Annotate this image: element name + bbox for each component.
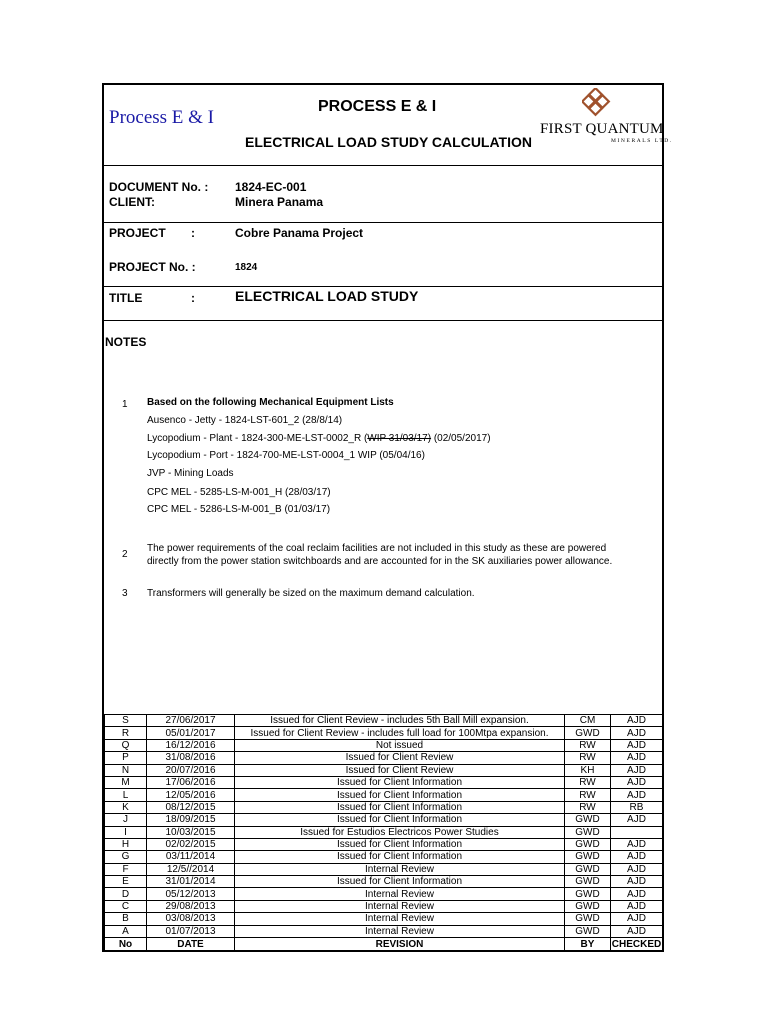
rev-checked-cell: AJD — [611, 739, 663, 751]
rev-description-cell: Internal Review — [235, 863, 565, 875]
rev-by-cell: RW — [565, 789, 611, 801]
rev-checked-cell — [611, 826, 663, 838]
rev-checked-cell: AJD — [611, 838, 663, 850]
client-value: Minera Panama — [235, 195, 324, 209]
note-1-line-5: CPC MEL - 5285-LS-M-001_H (28/03/17) — [147, 487, 331, 498]
rev-date-cell: 16/12/2016 — [147, 739, 235, 751]
first-quantum-logo-icon — [582, 88, 614, 120]
table-row — [105, 727, 663, 739]
note-3-line-1: Transformers will generally be sized on the maximum demand calculation. — [147, 588, 475, 599]
table-row — [105, 888, 663, 900]
rev-date-cell: 31/08/2016 — [147, 752, 235, 764]
table-row — [105, 715, 663, 727]
page-subtitle: ELECTRICAL LOAD STUDY CALCULATION — [245, 134, 532, 150]
rev-checked-cell: AJD — [611, 900, 663, 912]
rev-no-cell: M — [105, 776, 147, 788]
note-1-line-6: CPC MEL - 5286-LS-M-001_B (01/03/17) — [147, 504, 331, 515]
rev-by-cell: GWD — [565, 727, 611, 739]
rev-date-cell: 03/11/2014 — [147, 851, 235, 863]
rev-description-cell: Issued for Client Review — [235, 764, 565, 776]
rev-no-cell: D — [105, 888, 147, 900]
rev-description-cell: Issued for Client Review - includes full load for 100Mtpa expansion. — [235, 727, 565, 739]
column-header: REVISION — [235, 938, 565, 951]
rev-no-cell: P — [105, 752, 147, 764]
table-header-row — [105, 938, 663, 951]
table-row — [105, 900, 663, 912]
note-1-line-4: JVP - Mining Loads — [147, 468, 234, 479]
rev-no-cell: A — [105, 925, 147, 937]
rev-by-cell: RW — [565, 776, 611, 788]
title-label: TITLE — [109, 291, 143, 305]
column-header: No — [105, 938, 147, 951]
rev-checked-cell: AJD — [611, 925, 663, 937]
table-row — [105, 863, 663, 875]
rev-description-cell: Internal Review — [235, 925, 565, 937]
document-sheet — [102, 83, 673, 952]
rev-checked-cell: AJD — [611, 851, 663, 863]
rev-by-cell: GWD — [565, 814, 611, 826]
table-row — [105, 789, 663, 801]
rev-description-cell: Issued for Client Review — [235, 752, 565, 764]
rev-no-cell: L — [105, 789, 147, 801]
rev-no-cell: H — [105, 838, 147, 850]
page-title: PROCESS E & I — [318, 98, 437, 115]
rev-date-cell: 05/01/2017 — [147, 727, 235, 739]
rev-by-cell: RW — [565, 752, 611, 764]
rev-by-cell: KH — [565, 764, 611, 776]
table-row — [105, 838, 663, 850]
rev-description-cell: Issued for Client Information — [235, 801, 565, 813]
rev-description-cell: Internal Review — [235, 913, 565, 925]
rev-checked-cell: AJD — [611, 727, 663, 739]
rev-date-cell: 20/07/2016 — [147, 764, 235, 776]
divider — [104, 222, 662, 223]
rev-description-cell: Internal Review — [235, 888, 565, 900]
note-3-number: 3 — [122, 588, 128, 599]
rev-no-cell: R — [105, 727, 147, 739]
rev-by-cell: GWD — [565, 925, 611, 937]
rev-checked-cell: AJD — [611, 814, 663, 826]
note-1-line-1: Ausenco - Jetty - 1824-LST-601_2 (28/8/14) — [147, 415, 343, 426]
rev-checked-cell: AJD — [611, 913, 663, 925]
table-row — [105, 776, 663, 788]
rev-by-cell: GWD — [565, 851, 611, 863]
column-header: DATE — [147, 938, 235, 951]
rev-no-cell: J — [105, 814, 147, 826]
rev-date-cell: 27/06/2017 — [147, 715, 235, 727]
column-header: BY — [565, 938, 611, 951]
rev-by-cell: GWD — [565, 838, 611, 850]
table-row — [105, 814, 663, 826]
rev-description-cell: Issued for Client Information — [235, 814, 565, 826]
table-row — [105, 752, 663, 764]
rev-description-cell: Not issued — [235, 739, 565, 751]
table-row — [105, 739, 663, 751]
rev-date-cell: 08/12/2015 — [147, 801, 235, 813]
rev-by-cell: GWD — [565, 876, 611, 888]
rev-by-cell: GWD — [565, 826, 611, 838]
rev-date-cell: 10/03/2015 — [147, 826, 235, 838]
rev-checked-cell: AJD — [611, 752, 663, 764]
process-brand-left: Process E & I — [109, 107, 215, 128]
rev-no-cell: G — [105, 851, 147, 863]
note-1-title: Based on the following Mechanical Equipment Lists — [147, 397, 394, 408]
rev-description-cell: Internal Review — [235, 900, 565, 912]
project-no-label: PROJECT No. : — [109, 260, 196, 274]
project-colon: : — [191, 226, 195, 240]
table-row — [105, 913, 663, 925]
rev-no-cell: C — [105, 900, 147, 912]
document-no-label: DOCUMENT No. : — [109, 180, 209, 194]
rev-by-cell: GWD — [565, 863, 611, 875]
rev-no-cell: I — [105, 826, 147, 838]
rev-date-cell: 31/01/2014 — [147, 876, 235, 888]
rev-no-cell: N — [105, 764, 147, 776]
rev-description-cell: Issued for Client Information — [235, 851, 565, 863]
rev-checked-cell: AJD — [611, 863, 663, 875]
rev-checked-cell: RB — [611, 801, 663, 813]
rev-no-cell: K — [105, 801, 147, 813]
logo-subtitle: MINERALS LTD. — [611, 138, 673, 144]
table-row — [105, 925, 663, 937]
title-value: ELECTRICAL LOAD STUDY — [235, 288, 419, 304]
note-2-number: 2 — [122, 549, 128, 560]
rev-by-cell: RW — [565, 739, 611, 751]
rev-date-cell: 12/05/2016 — [147, 789, 235, 801]
rev-by-cell: GWD — [565, 888, 611, 900]
rev-date-cell: 29/08/2013 — [147, 900, 235, 912]
rev-description-cell: Issued for Client Information — [235, 838, 565, 850]
notes-heading: NOTES — [105, 335, 147, 349]
divider — [104, 320, 662, 321]
rev-checked-cell: AJD — [611, 715, 663, 727]
rev-no-cell: B — [105, 913, 147, 925]
column-header: CHECKED — [611, 938, 662, 950]
rev-description-cell: Issued for Client Information — [235, 876, 565, 888]
rev-description-cell: Issued for Client Information — [235, 776, 565, 788]
divider — [104, 165, 662, 166]
note-1-number: 1 — [122, 399, 128, 410]
rev-no-cell: E — [105, 876, 147, 888]
rev-checked-cell: AJD — [611, 876, 663, 888]
rev-by-cell: GWD — [565, 913, 611, 925]
rev-description-cell: Issued for Client Review - includes 5th Ball Mill expansion. — [235, 715, 565, 727]
table-row — [105, 876, 663, 888]
note-2-line-2: directly from the power station switchboards and are accounted for in the SK auxiliaries power allowance. — [147, 556, 613, 567]
rev-checked-cell: AJD — [611, 888, 663, 900]
rev-date-cell: 02/02/2015 — [147, 838, 235, 850]
rev-no-cell: F — [105, 863, 147, 875]
rev-date-cell: 17/06/2016 — [147, 776, 235, 788]
rev-date-cell: 18/09/2015 — [147, 814, 235, 826]
rev-checked-cell: AJD — [611, 789, 663, 801]
note-2-line-1: The power requirements of the coal reclaim facilities are not included in this study as these are powered — [147, 543, 607, 554]
rev-date-cell: 12/5//2014 — [147, 863, 235, 875]
logo-wordmark: FIRST QUANTUM — [540, 121, 664, 137]
table-row — [105, 851, 663, 863]
rev-by-cell: GWD — [565, 900, 611, 912]
rev-no-cell: Q — [105, 739, 147, 751]
table-row — [105, 801, 663, 813]
note-1-line-2: Lycopodium - Plant - 1824-300-ME-LST-0002_R (WIP 31/03/17) (02/05/2017) — [147, 433, 491, 444]
rev-description-cell: Issued for Client Information — [235, 789, 565, 801]
project-value: Cobre Panama Project — [235, 226, 364, 240]
rev-date-cell: 03/08/2013 — [147, 913, 235, 925]
table-row — [105, 826, 663, 838]
project-no-value: 1824 — [235, 262, 258, 273]
rev-by-cell: RW — [565, 801, 611, 813]
rev-description-cell: Issued for Estudios Electricos Power Studies — [235, 826, 565, 838]
project-label: PROJECT — [109, 226, 166, 240]
rev-checked-cell: AJD — [611, 764, 663, 776]
rev-no-cell: S — [105, 715, 147, 727]
table-row — [105, 764, 663, 776]
revision-table — [104, 714, 663, 951]
rev-date-cell: 01/07/2013 — [147, 925, 235, 937]
document-no-value: 1824-EC-001 — [235, 180, 307, 194]
note-1-line-3: Lycopodium - Port - 1824-700-ME-LST-0004_1 WIP (05/04/16) — [147, 450, 425, 461]
title-colon: : — [191, 291, 195, 305]
divider — [104, 286, 662, 287]
rev-checked-cell: AJD — [611, 776, 663, 788]
client-label: CLIENT: — [109, 195, 155, 209]
rev-by-cell: CM — [565, 715, 611, 727]
rev-date-cell: 05/12/2013 — [147, 888, 235, 900]
